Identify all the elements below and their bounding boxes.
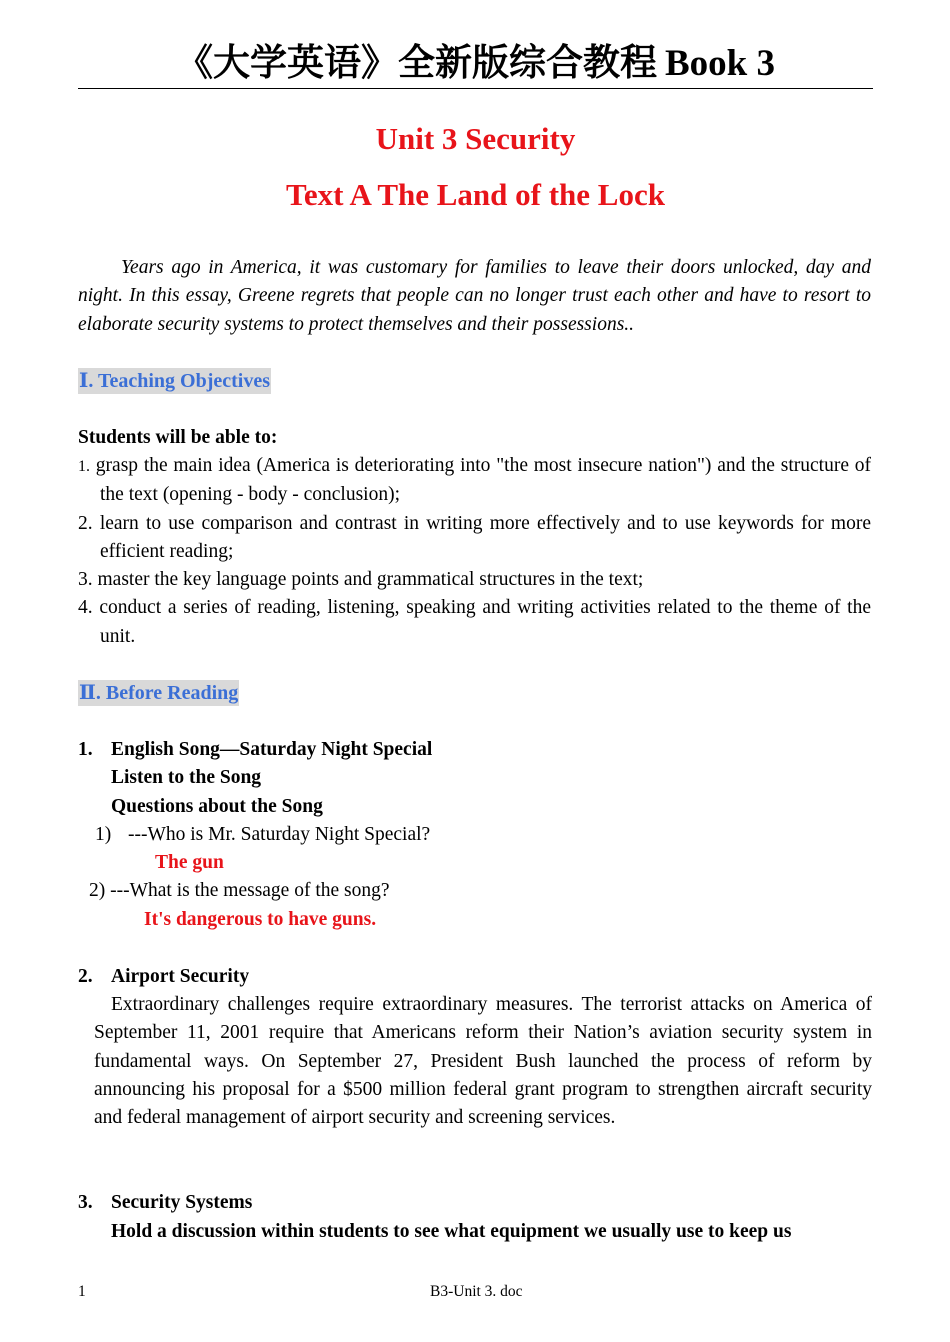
item3-number: 3.	[78, 1192, 93, 1213]
item1-listen: Listen to the Song	[111, 767, 262, 788]
list-item-number: 1.	[78, 458, 90, 475]
intro-paragraph	[78, 254, 871, 339]
item2-paragraph	[94, 991, 872, 1132]
section-before-reading-heading: Ⅱ. Before Reading	[79, 682, 239, 704]
footer-filename: B3-Unit 3. doc	[430, 1283, 523, 1300]
answer1-text: The gun	[155, 852, 224, 873]
item2-title: Airport Security	[111, 966, 250, 987]
item2-number: 2.	[78, 966, 93, 987]
page-number: 1	[78, 1283, 86, 1300]
list-item	[78, 594, 871, 651]
answer2-text: It's dangerous to have guns.	[144, 909, 377, 930]
list-item	[78, 510, 871, 567]
list-item-text: conduct a series of reading, listening, speaking and writing activities related to the theme of the unit.	[99, 597, 872, 647]
item3-text: Hold a discussion within students to see what equipment we usually use to keep us	[111, 1221, 792, 1242]
list-item	[78, 452, 871, 510]
header-title-cn: 《大学英语》全新版综合教程	[175, 41, 657, 84]
list-item-text: master the key language points and grammatical structures in the text;	[97, 569, 644, 591]
item1-title: English Song—Saturday Night Special	[111, 739, 433, 760]
list-item	[78, 566, 871, 594]
intro-text: Years ago in America, it was customary for families to leave their doors unlocked, day and night. In this essay, Greene regrets that people can no longer trust each other and have to resort to elaborate security systems to protect themselves and their possessions..	[78, 257, 871, 335]
item2-text: Extraordinary challenges require extraordinary measures. The terrorist attacks on America of September 11, 2001 require that Americans reform their Nation’s aviation security system in fundamental ways. On September 27, President Bush launched the process of reform by announcing his proposal for a $500 million federal grant program to strengthen aircraft security and federal management of airport security and screening services.	[94, 994, 872, 1129]
list-item-text: learn to use comparison and contrast in writing more effectively and to use keywords for more efficient reading;	[99, 512, 871, 562]
item1-questions-heading: Questions about the Song	[111, 796, 323, 817]
section-teaching-objectives-heading: Ⅰ. Teaching Objectives	[79, 370, 271, 392]
question1-text: ---Who is Mr. Saturday Night Special?	[128, 824, 431, 845]
item1-number: 1.	[78, 739, 93, 760]
question2-text: 2) ---What is the message of the song?	[89, 880, 390, 901]
unit-title: Unit 3 Security	[375, 121, 576, 156]
page-header	[78, 40, 873, 89]
objectives-list	[78, 452, 871, 651]
item3-title: Security Systems	[111, 1192, 253, 1213]
question1-number: 1)	[95, 824, 112, 845]
objectives-lead: Students will be able to:	[78, 427, 278, 448]
list-item-number: 4.	[78, 597, 93, 619]
text-title: Text A The Land of the Lock	[286, 177, 665, 212]
list-item-number: 2.	[78, 512, 93, 534]
list-item-text: grasp the main idea (America is deteriorating into "the most insecure nation") and the structure of the text (opening - body - conclusion);	[95, 455, 871, 506]
list-item-number: 3.	[78, 569, 93, 591]
header-title-en: Book 3	[664, 43, 775, 84]
